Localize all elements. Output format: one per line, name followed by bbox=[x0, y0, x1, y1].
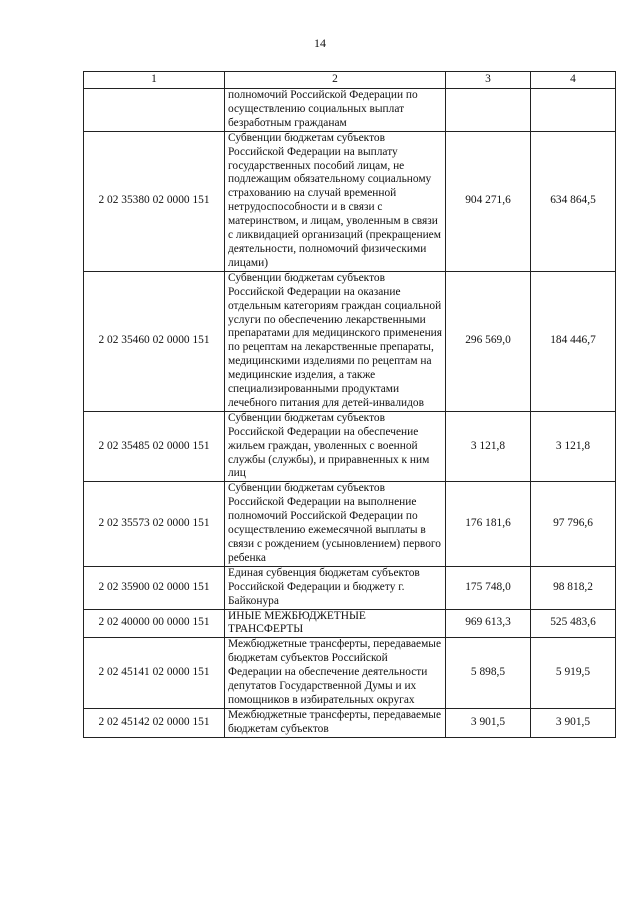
table-row bbox=[84, 411, 616, 482]
row-description: Субвенции бюджетам субъектов Российской Федерации на выплату государственных пособий лицам, не подлежащим обязательному социальному страхованию на случай временной нетрудоспособности и в связи с материнством, и лицам, уволенным в связи с ликвидацией организаций (прекращением деятельности, полномочий физическими лицами) bbox=[225, 131, 446, 271]
budget-table bbox=[83, 71, 616, 738]
row-value-col4: 3 901,5 bbox=[531, 708, 616, 737]
row-code: 2 02 45141 02 0000 151 bbox=[84, 638, 225, 709]
table-row bbox=[84, 708, 616, 737]
table-row bbox=[84, 609, 616, 638]
row-value-col3: 3 121,8 bbox=[446, 411, 531, 482]
table-row bbox=[84, 271, 616, 411]
row-value-col4: 3 121,8 bbox=[531, 411, 616, 482]
column-header-4: 4 bbox=[531, 72, 616, 89]
row-value-col3: 176 181,6 bbox=[446, 482, 531, 566]
row-description: Межбюджетные трансферты, передаваемые бюджетам субъектов Российской Федерации на обеспечение деятельности депутатов Государственной Думы и их помощников в избирательных округах bbox=[225, 638, 446, 709]
row-value-col4: 5 919,5 bbox=[531, 638, 616, 709]
row-value-col4 bbox=[531, 89, 616, 132]
row-code: 2 02 35485 02 0000 151 bbox=[84, 411, 225, 482]
row-description: ИНЫЕ МЕЖБЮДЖЕТНЫЕ ТРАНСФЕРТЫ bbox=[225, 609, 446, 638]
table-row bbox=[84, 482, 616, 566]
row-code: 2 02 35573 02 0000 151 bbox=[84, 482, 225, 566]
row-value-col3: 904 271,6 bbox=[446, 131, 531, 271]
row-code: 2 02 35460 02 0000 151 bbox=[84, 271, 225, 411]
page-number: 14 bbox=[314, 36, 326, 50]
row-description: Субвенции бюджетам субъектов Российской Федерации на обеспечение жильем граждан, уволенных с военной службы (службы), и приравненных к ним лиц bbox=[225, 411, 446, 482]
row-value-col4: 634 864,5 bbox=[531, 131, 616, 271]
row-code bbox=[84, 89, 225, 132]
row-description: Единая субвенция бюджетам субъектов Российской Федерации и бюджету г. Байконура bbox=[225, 566, 446, 609]
row-code: 2 02 35380 02 0000 151 bbox=[84, 131, 225, 271]
column-header-3: 3 bbox=[446, 72, 531, 89]
row-value-col4: 97 796,6 bbox=[531, 482, 616, 566]
table-header-row bbox=[84, 72, 616, 89]
row-value-col3 bbox=[446, 89, 531, 132]
row-value-col3: 3 901,5 bbox=[446, 708, 531, 737]
row-description: Межбюджетные трансферты, передаваемые бюджетам субъектов bbox=[225, 708, 446, 737]
row-value-col3: 5 898,5 bbox=[446, 638, 531, 709]
table-row bbox=[84, 566, 616, 609]
row-code: 2 02 45142 02 0000 151 bbox=[84, 708, 225, 737]
table-row bbox=[84, 131, 616, 271]
row-value-col4: 525 483,6 bbox=[531, 609, 616, 638]
row-code: 2 02 40000 00 0000 151 bbox=[84, 609, 225, 638]
row-value-col3: 296 569,0 bbox=[446, 271, 531, 411]
table-row bbox=[84, 89, 616, 132]
row-code: 2 02 35900 02 0000 151 bbox=[84, 566, 225, 609]
column-header-2: 2 bbox=[225, 72, 446, 89]
row-value-col4: 98 818,2 bbox=[531, 566, 616, 609]
row-description: Субвенции бюджетам субъектов Российской Федерации на выполнение полномочий Российской Федерации по осуществлению ежемесячной выплаты в связи с рождением (усыновлением) первого ребенка bbox=[225, 482, 446, 566]
row-description: Субвенции бюджетам субъектов Российской Федерации на оказание отдельным категориям граждан социальной услуги по обеспечению лекарственными препаратами для медицинского применения по рецептам на лекарственные препараты, медицинскими изделиями по рецептам на медицинские изделия, а также специализированными продуктами лечебного питания для детей-инвалидов bbox=[225, 271, 446, 411]
row-value-col3: 969 613,3 bbox=[446, 609, 531, 638]
table-row bbox=[84, 638, 616, 709]
row-value-col3: 175 748,0 bbox=[446, 566, 531, 609]
column-header-1: 1 bbox=[84, 72, 225, 89]
row-value-col4: 184 446,7 bbox=[531, 271, 616, 411]
row-description: полномочий Российской Федерации по осуществлению социальных выплат безработным гражданам bbox=[225, 89, 446, 132]
